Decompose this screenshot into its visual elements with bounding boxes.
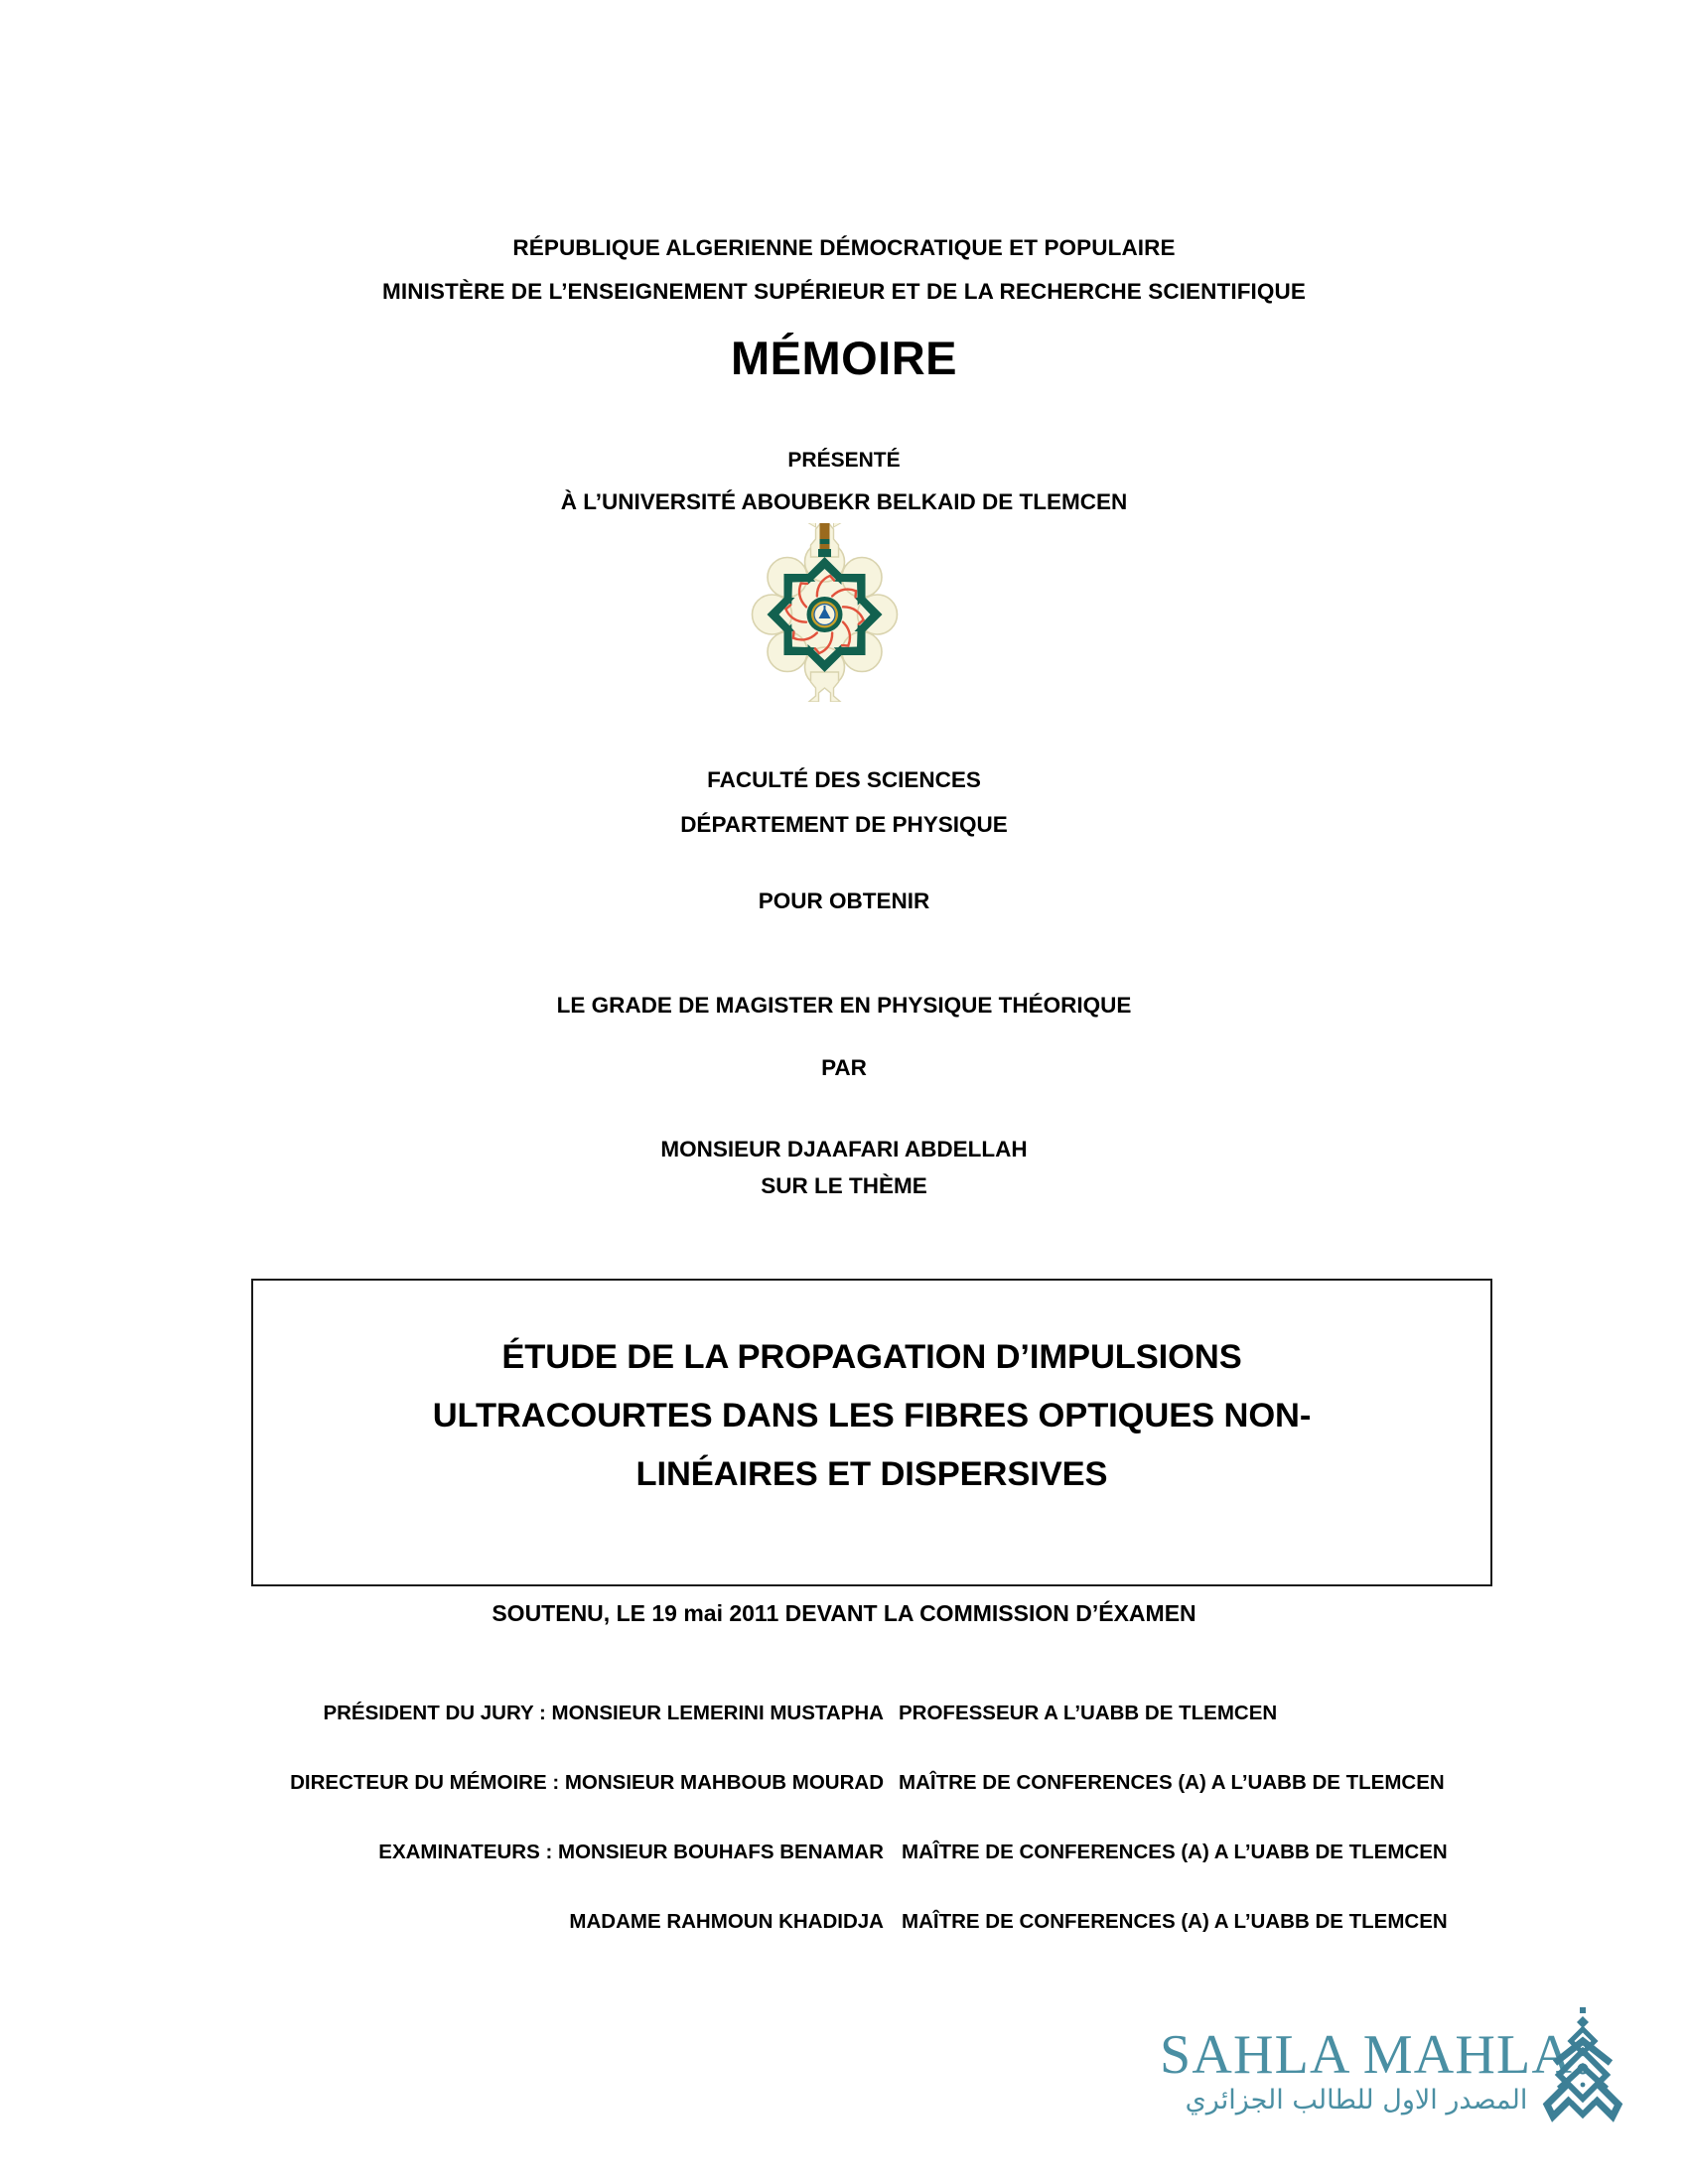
jury-row [0,1910,1688,1979]
jury-member-rank: MAÎTRE DE CONFERENCES (A) A L’UABB DE TLEMCEN [902,1841,1448,1863]
jury-row [0,1702,1688,1771]
sahla-mahla-ornament [1537,2003,1628,2127]
author-block [0,1131,1688,1204]
sahla-mahla-geometric-ornament-icon [1537,2003,1628,2127]
jury-member-role-name: EXAMINATEURS : MONSIEUR BOUHAFS BENAMAR [378,1841,884,1863]
jury-member-rank: PROFESSEUR A L’UABB DE TLEMCEN [899,1702,1278,1724]
subject-label: SUR LE THÈME [761,1173,927,1198]
jury-row [0,1771,1688,1841]
degree-line: LE GRADE DE MAGISTER EN PHYSIQUE THÉORIQUE [556,993,1132,1018]
jury-member-role-name: PRÉSIDENT DU JURY : MONSIEUR LEMERINI MUSTAPHA [323,1702,884,1724]
faculty-block [0,757,1688,847]
header-ministry-line: MINISTÈRE DE L’ENSEIGNEMENT SUPÉRIEUR ET DE LA RECHERCHE SCIENTIFIQUE [382,279,1306,304]
defense-date-line: SOUTENU, LE 19 mai 2011 DEVANT LA COMMISSION D’ÉXAMEN [492,1600,1196,1626]
jury-member-rank: MAÎTRE DE CONFERENCES (A) A L’UABB DE TLEMCEN [902,1910,1448,1933]
document-type-heading: MÉMOIRE [730,332,958,384]
university-emblem-icon [743,523,907,702]
purpose-label: POUR OBTENIR [758,888,930,913]
jury-list [0,1702,1688,1979]
header-republic-line: RÉPUBLIQUE ALGERIENNE DÉMOCRATIQUE ET POPULAIRE [512,235,1176,260]
by-label: PAR [821,1055,867,1080]
faculty-name: FACULTÉ DES SCIENCES [707,767,981,792]
jury-row [0,1841,1688,1910]
sahla-mahla-brand-text: SAHLA MAHLA [1160,2024,1574,2086]
sahla-mahla-tagline-arabic: المصدر الاول للطالب الجزائري [1185,2085,1528,2116]
thesis-title-box [251,1279,1492,1586]
presented-institution: À L’UNIVERSITÉ ABOUBEKR BELKAID DE TLEMCEN [560,489,1128,514]
thesis-title-line-3: LINÉAIRES ET DISPERSIVES [635,1455,1108,1493]
thesis-title-line-2: ULTRACOURTES DANS LES FIBRES OPTIQUES NON- [432,1397,1312,1434]
jury-member-rank: MAÎTRE DE CONFERENCES (A) A L’UABB DE TLEMCEN [899,1771,1445,1794]
thesis-title-line-1: ÉTUDE DE LA PROPAGATION D’IMPULSIONS [501,1338,1242,1376]
thesis-title [253,1328,1490,1504]
presented-label: PRÉSENTÉ [787,449,901,472]
author-name: MONSIEUR DJAAFARI ABDELLAH [660,1137,1028,1161]
jury-member-role-name: DIRECTEUR DU MÉMOIRE : MONSIEUR MAHBOUB MOURAD [290,1771,884,1794]
presented-block [0,440,1688,523]
university-emblem [743,523,907,702]
jury-member-role-name: MADAME RAHMOUN KHADIDJA [569,1910,884,1933]
document-header [0,226,1688,314]
department-name: DÉPARTEMENT DE PHYSIQUE [680,812,1008,837]
sahla-mahla-watermark [1160,2003,1626,2142]
